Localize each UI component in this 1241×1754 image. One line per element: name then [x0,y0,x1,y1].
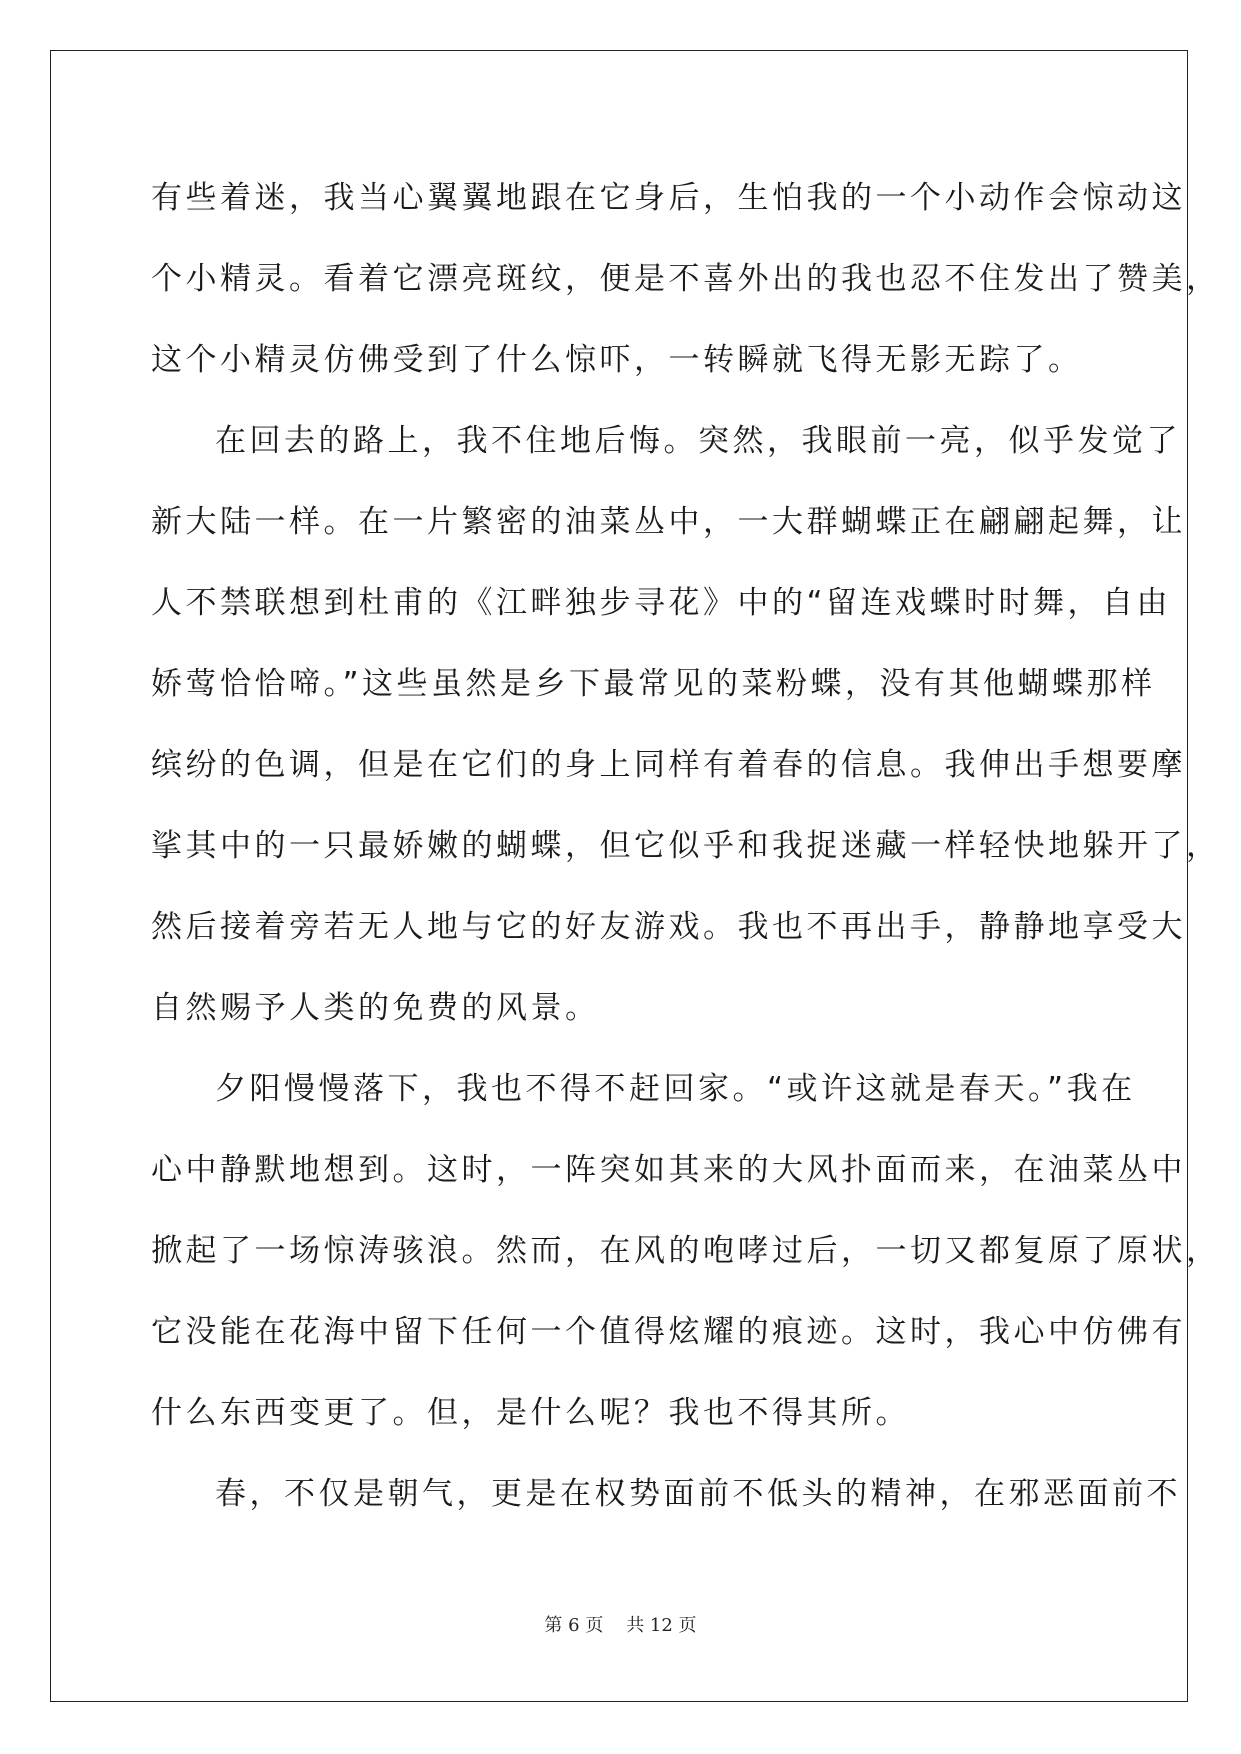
text-line-16: 什么东西变更了。但，是什么呢？我也不得其所。 [151,1395,910,1431]
text-line-15: 它没能在花海中留下任何一个值得炫耀的痕迹。这时，我心中仿佛有 [151,1314,1186,1350]
text-line-11: 自然赐予人类的免费的风景。 [151,990,600,1026]
text-line-7: 娇莺恰恰啼。”这些虽然是乡下最常见的菜粉蝶，没有其他蝴蝶那样 [151,666,1156,702]
text-line-17: 春，不仅是朝气，更是在权势面前不低头的精神，在邪恶面前不 [215,1476,1181,1512]
text-line-13: 心中静默地想到。这时，一阵突如其来的大风扑面而来，在油菜丛中 [151,1152,1186,1188]
text-line-3: 这个小精灵仿佛受到了什么惊吓，一转瞬就飞得无影无踪了。 [151,342,1083,378]
text-line-12: 夕阳慢慢落下，我也不得不赶回家。“或许这就是春天。”我在 [215,1071,1136,1107]
text-line-2: 个小精灵。看着它漂亮斑纹，便是不喜外出的我也忍不住发出了赞美， [151,261,1221,297]
text-line-6: 人不禁联想到杜甫的《江畔独步寻花》中的“留连戏蝶时时舞，自由 [151,585,1172,621]
text-line-1: 有些着迷，我当心翼翼地跟在它身后，生怕我的一个小动作会惊动这 [151,180,1186,216]
text-line-14: 掀起了一场惊涛骇浪。然而，在风的咆哮过后，一切又都复原了原状， [151,1233,1221,1269]
body-text [151,158,1221,1535]
text-line-10: 然后接着旁若无人地与它的好友游戏。我也不再出手，静静地享受大 [151,909,1186,945]
text-line-5: 新大陆一样。在一片繁密的油菜丛中，一大群蝴蝶正在翩翩起舞，让 [151,504,1186,540]
text-line-4: 在回去的路上，我不住地后悔。突然，我眼前一亮，似乎发觉了 [215,423,1181,459]
page-number-footer: 第 6 页 共 12 页 [544,1615,697,1636]
text-line-8: 缤纷的色调，但是在它们的身上同样有着春的信息。我伸出手想要摩 [151,747,1186,783]
text-line-9: 挲其中的一只最娇嫩的蝴蝶，但它似乎和我捉迷藏一样轻快地躲开了， [151,828,1221,864]
